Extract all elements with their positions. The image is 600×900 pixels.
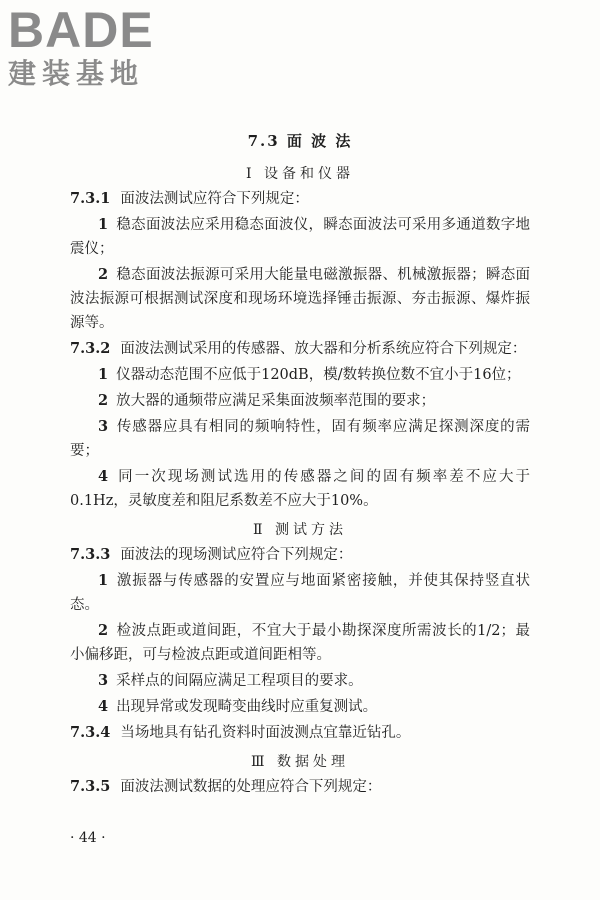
item-text: 仪器动态范围不应低于120dB，模/数转换位数不宜小于16位； (116, 367, 521, 383)
item-text: 采样点的间隔应满足工程项目的要求。 (116, 673, 363, 689)
list-item (70, 389, 530, 413)
item-number: 4 (98, 698, 109, 715)
item-text: 检波点距或道间距，不宜大于最小勘探深度所需波长的1/2；最小偏移距，可与检波点距或道间距相等。 (70, 623, 530, 663)
section-title: 7.3 面 波 法 (247, 132, 353, 150)
list-item (70, 695, 530, 719)
clause-paragraph (70, 543, 530, 567)
clause-number: 7.3.2 (70, 340, 111, 357)
logo-word: BADE (8, 2, 154, 58)
item-number: 3 (98, 418, 109, 435)
list-item (70, 465, 530, 513)
item-text: 传感器应具有相同的频响特性，固有频率应满足探测深度的需要； (70, 419, 530, 459)
clause-text: 当场地具有钻孔资料时面波测点宜靠近钻孔。 (120, 725, 411, 741)
clause-paragraph (70, 187, 530, 211)
logo (8, 4, 188, 90)
item-number: 2 (98, 622, 109, 639)
clause-text: 面波法测试应符合下列规定： (120, 191, 309, 207)
page-number: · 44 · (70, 830, 106, 846)
clause-paragraph (70, 337, 530, 361)
list-item (70, 569, 530, 617)
clause-number: 7.3.4 (70, 724, 111, 741)
list-item (70, 415, 530, 463)
subsection-heading: Ⅲ 数据处理 (251, 754, 349, 770)
item-text: 稳态面波法振源可采用大能量电磁激振器、机械激振器；瞬态面波法振源可根据测试深度和现场环境选择锤击振源、夯击振源、爆炸振源等。 (70, 267, 530, 331)
clause-number: 7.3.5 (70, 778, 111, 795)
list-item (70, 213, 530, 261)
item-text: 同一次现场测试选用的传感器之间的固有频率差不应大于0.1Hz，灵敏度差和阻尼系数差不应大于10%。 (70, 469, 530, 509)
clause-number: 7.3.3 (70, 546, 111, 563)
item-number: 2 (98, 266, 109, 283)
item-text: 稳态面波法应采用稳态面波仪，瞬态面波法可采用多通道数字地震仪； (70, 217, 530, 257)
item-number: 1 (98, 572, 109, 589)
clause-paragraph (70, 721, 530, 745)
clause-text: 面波法测试采用的传感器、放大器和分析系统应符合下列规定： (120, 341, 527, 357)
item-number: 4 (98, 468, 109, 485)
list-item (70, 669, 530, 693)
clause-text: 面波法测试数据的处理应符合下列规定： (120, 779, 382, 795)
document-body (70, 163, 530, 799)
clause-paragraph (70, 775, 530, 799)
list-item (70, 263, 530, 335)
item-text: 激振器与传感器的安置应与地面紧密接触，并使其保持竖直状态。 (70, 573, 530, 613)
subsection-heading: Ⅱ 测试方法 (253, 522, 347, 538)
item-number: 3 (98, 672, 109, 689)
item-text: 放大器的通频带应满足采集面波频率范围的要求； (116, 393, 436, 409)
clause-number: 7.3.1 (70, 190, 111, 207)
subsection-heading: Ⅰ 设备和仪器 (246, 166, 354, 182)
clause-text: 面波法的现场测试应符合下列规定： (120, 547, 353, 563)
item-number: 1 (98, 216, 109, 233)
item-number: 1 (98, 366, 109, 383)
list-item (70, 619, 530, 667)
list-item (70, 363, 530, 387)
item-text: 出现异常或发现畸变曲线时应重复测试。 (116, 699, 378, 715)
document-page (70, 130, 530, 801)
logo-subtitle: 建装基地 (8, 57, 145, 90)
item-number: 2 (98, 392, 109, 409)
